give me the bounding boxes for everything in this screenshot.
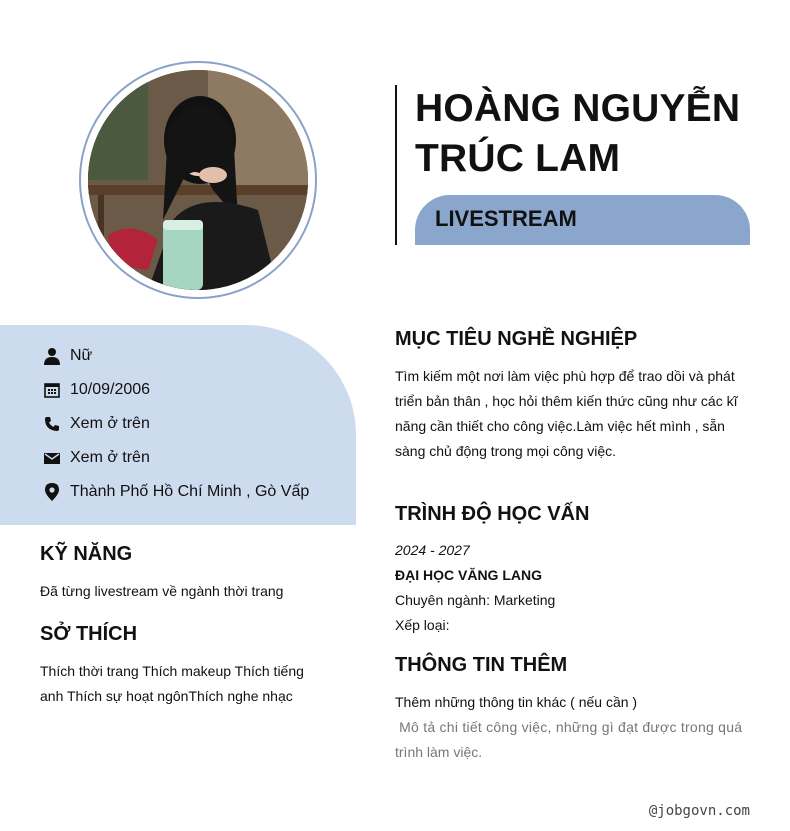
education-period: 2024 - 2027: [395, 542, 470, 558]
role-label: LIVESTREAM: [435, 206, 577, 231]
person-icon: [42, 346, 62, 366]
contact-address: [42, 480, 309, 504]
contact-email: [42, 446, 150, 470]
skills-title: KỸ NĂNG: [40, 543, 133, 565]
skills-text: Đã từng livestream về ngành thời trang: [40, 583, 284, 599]
contact-gender: [42, 344, 92, 368]
objective-text: [395, 364, 755, 464]
extra-title: THÔNG TIN THÊM: [395, 654, 568, 676]
objective-line-1: Tìm kiếm một nơi làm việc phù hợp để trao dồi và phát: [395, 368, 735, 384]
extra-line-1: Thêm những thông tin khác ( nếu cần ): [395, 694, 638, 710]
hobbies-title: SỞ THÍCH: [40, 623, 138, 645]
objective-title: MỤC TIÊU NGHỀ NGHIỆP: [395, 328, 638, 350]
education-school: ĐẠI HỌC VĂNG LANG: [395, 567, 542, 583]
name-divider: [395, 85, 397, 245]
education-block: [395, 538, 755, 638]
avatar-photo: [88, 70, 308, 290]
address-value: Thành Phố Hồ Chí Minh , Gò Vấp: [70, 483, 310, 500]
mail-icon: [42, 448, 62, 468]
phone-icon: [42, 414, 62, 434]
contact-birthday: [42, 378, 150, 402]
hobbies-line-1: Thích thời trang Thích makeup Thích tiếng: [40, 663, 304, 679]
name-line-2: TRÚC LAM: [415, 137, 621, 180]
education-major: Chuyên ngành: Marketing: [395, 592, 556, 608]
education-rank: Xếp loại:: [395, 617, 450, 633]
objective-line-3: năng cần thiết cho công việc.Làm việc hết mình , sẵn: [395, 418, 725, 434]
objective-line-2: triển bản thân , học hỏi thêm kiến thức cũng như các kĩ: [395, 393, 738, 409]
extra-line-3: trình làm việc.: [395, 744, 483, 760]
extra-line-2: Mô tả chi tiết công việc, những gì đạt được trong quá: [395, 719, 743, 735]
extra-block: [395, 690, 751, 765]
hobbies-text: [40, 659, 340, 709]
gender-value: Nữ: [70, 347, 93, 364]
birthday-value: 10/09/2006: [70, 381, 151, 398]
candidate-name: [415, 84, 765, 184]
calendar-icon: [42, 380, 62, 400]
email-value: Xem ở trên: [70, 449, 150, 466]
name-line-1: HOÀNG NGUYỄN: [415, 87, 741, 130]
role-banner: [415, 195, 750, 245]
education-title: TRÌNH ĐỘ HỌC VẤN: [395, 503, 590, 525]
objective-line-4: sàng chủ động trong mọi công việc.: [395, 443, 617, 459]
hobbies-line-2: anh Thích sự hoạt ngônThích nghe nhạc: [40, 688, 293, 704]
footer-watermark: @jobgovn.com: [648, 803, 750, 819]
avatar-illustration: [88, 70, 308, 290]
phone-value: Xem ở trên: [70, 415, 150, 432]
contact-phone: [42, 412, 150, 436]
location-pin-icon: [42, 482, 62, 502]
